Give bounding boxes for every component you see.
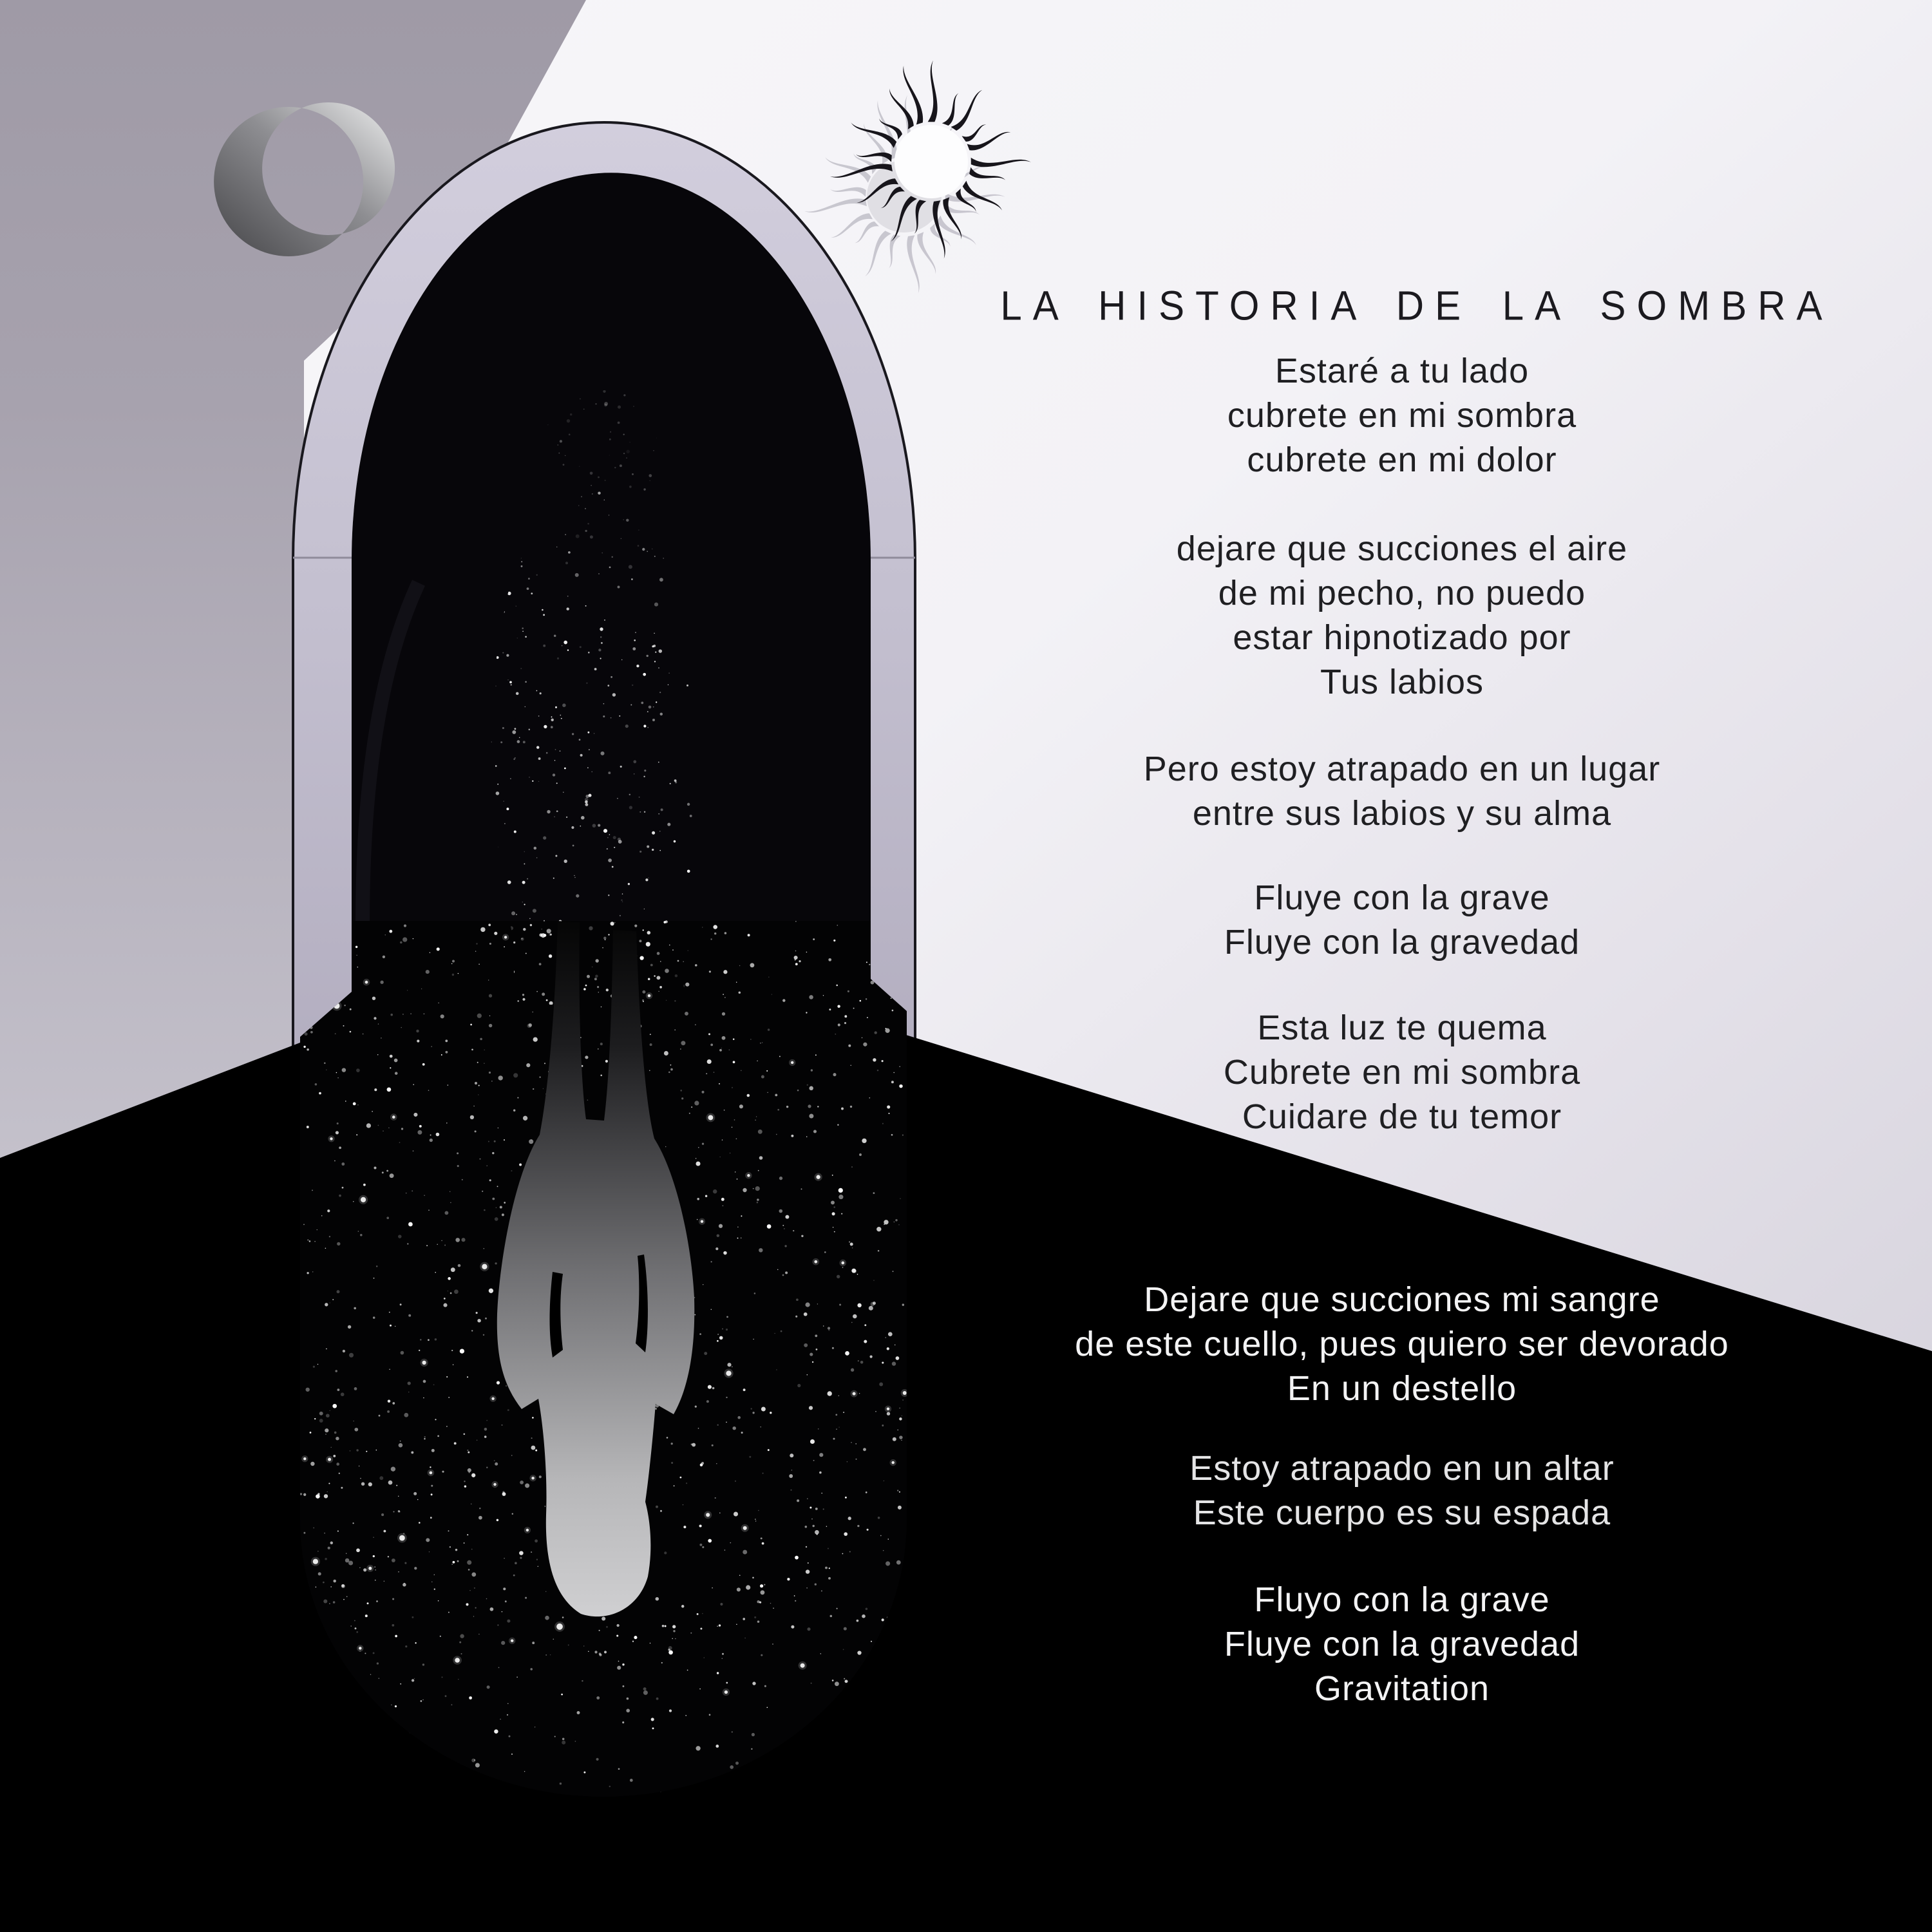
sun-core xyxy=(895,125,968,198)
lyric-stanza-5: Esta luz te quema Cubrete en mi sombra Cuidare de tu temor xyxy=(1223,1009,1581,1136)
lyric-stanza-6: Dejare que succiones mi sangre de este cuello, pues quiero ser devorado En un destello xyxy=(1075,1280,1729,1408)
lyric-stanza-2: dejare que succiones el aire de mi pecho, no puedo estar hipnotizado por Tus labios xyxy=(1176,529,1628,701)
lyric-stanza-8: Fluyo con la grave Fluye con la gravedad Gravitation xyxy=(1224,1580,1580,1708)
lyrics-column xyxy=(983,0,1821,1932)
lyric-stanza-1: Estaré a tu lado cubrete en mi sombra cubrete en mi dolor xyxy=(1227,352,1577,479)
lyric-stanza-3: Pero estoy atrapado en un lugar entre sus labios y su alma xyxy=(1143,750,1661,833)
lyric-stanza-7: Estoy atrapado en un altar Este cuerpo es su espada xyxy=(1189,1449,1615,1532)
lyric-stanza-4: Fluye con la grave Fluye con la gravedad xyxy=(1224,878,1580,961)
page-title: LA HISTORIA DE LA SOMBRA xyxy=(1000,283,1833,329)
